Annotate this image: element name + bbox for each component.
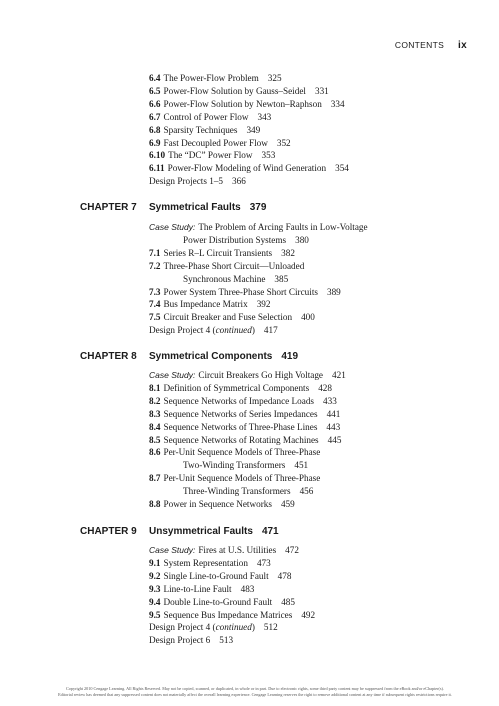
toc-entry[interactable]: 8.5 Sequence Networks of Rotating Machines 445 xyxy=(149,434,342,445)
chapter-page: 379 xyxy=(249,202,267,213)
toc-entry[interactable]: 9.1 System Representation 473 xyxy=(149,557,271,568)
case-study-entry[interactable]: Case Study: Fires at U.S. Utilities 472 xyxy=(149,545,299,555)
toc-entry[interactable]: 9.2 Single Line-to-Ground Fault 478 xyxy=(149,570,292,581)
chapter6-entries xyxy=(149,72,469,188)
chapter-title: Unsymmetrical Faults xyxy=(149,526,253,537)
toc-entry[interactable]: 6.11 Power-Flow Modeling of Wind Generation 354 xyxy=(149,163,349,174)
toc-entry[interactable]: 8.4 Sequence Networks of Three-Phase Lines 443 xyxy=(149,421,341,432)
chapter-label: CHAPTER 7 xyxy=(80,202,137,213)
toc-entry[interactable]: 6.10 The “DC” Power Flow 353 xyxy=(149,150,276,161)
toc-entry-continued[interactable]: Power Distribution Systems 380 xyxy=(183,234,309,245)
toc-entry-continued[interactable]: Two-Winding Transformers 451 xyxy=(183,460,309,471)
toc-entry[interactable]: 6.4 The Power-Flow Problem 325 xyxy=(149,73,282,83)
running-header xyxy=(395,40,467,51)
toc-entry[interactable]: Design Project 4 (continued) 417 xyxy=(149,325,278,336)
chapter-label: CHAPTER 8 xyxy=(80,351,137,362)
toc-entry[interactable]: 8.3 Sequence Networks of Series Impedances 441 xyxy=(149,408,341,419)
toc-entry[interactable]: Design Project 4 (continued) 512 xyxy=(149,622,278,633)
toc-entry[interactable]: 7.5 Circuit Breaker and Fuse Selection 400 xyxy=(149,312,315,323)
toc-entry[interactable]: 6.7 Control of Power Flow 343 xyxy=(149,111,272,122)
footer-line: Copyright 2010 Cengage Learning. All Rights Reserved. May not be copied, scanned, or duplicated, in whole or in part. Due to electronic rights, some third party content may be suppressed from the eBook and/or eChapter(s). xyxy=(66,686,444,691)
chapter8-entries xyxy=(149,369,469,511)
chapter8-heading[interactable] xyxy=(80,351,299,362)
toc-entry[interactable]: 6.6 Power-Flow Solution by Newton–Raphson 334 xyxy=(149,98,345,109)
chapter-page: 419 xyxy=(281,351,299,362)
header-section: CONTENTS xyxy=(394,40,445,50)
toc-entry[interactable]: 8.2 Sequence Networks of Impedance Loads 433 xyxy=(149,395,337,406)
toc-entry[interactable]: 7.4 Bus Impedance Matrix 392 xyxy=(149,299,271,310)
case-study-entry[interactable]: Case Study: Circuit Breakers Go High Voltage 421 xyxy=(149,370,346,380)
toc-entry[interactable]: 9.5 Sequence Bus Impedance Matrices 492 xyxy=(149,609,316,620)
toc-entry[interactable]: 8.7 Per-Unit Sequence Models of Three-Phase xyxy=(149,473,321,484)
toc-entry[interactable]: 7.2 Three-Phase Short Circuit—Unloaded xyxy=(149,260,305,271)
toc-entry[interactable]: Design Projects 1–5 366 xyxy=(149,176,246,187)
chapter7-heading[interactable] xyxy=(80,202,267,213)
footer-line: Editorial review has deemed that any suppressed content does not materially affect the overall learning experience. Cengage Learning reserves the right to remove additional content at any time if subsequent rights restrictions require it. xyxy=(58,691,452,697)
toc-entry-continued[interactable]: Three-Winding Transformers 456 xyxy=(183,486,314,497)
toc-entry[interactable]: 9.4 Double Line-to-Ground Fault 485 xyxy=(149,596,295,607)
toc-entry[interactable]: 8.6 Per-Unit Sequence Models of Three-Phase xyxy=(149,447,321,458)
chapter-title: Symmetrical Components xyxy=(149,351,273,362)
toc-entry[interactable]: 6.8 Sparsity Techniques 349 xyxy=(149,124,261,135)
chapter-title: Symmetrical Faults xyxy=(149,202,241,213)
chapter-label: CHAPTER 9 xyxy=(80,526,137,537)
toc-entry[interactable]: 7.3 Power System Three-Phase Short Circuits 389 xyxy=(149,286,341,297)
toc-entry[interactable]: 8.1 Definition of Symmetrical Components 428 xyxy=(149,382,332,393)
toc-entry[interactable]: Design Project 6 513 xyxy=(149,635,234,646)
header-page-number: ix xyxy=(458,40,467,51)
toc-entry-continued[interactable]: Synchronous Machine 385 xyxy=(183,273,289,284)
toc-entry[interactable]: 8.8 Power in Sequence Networks 459 xyxy=(149,499,295,510)
toc-entry[interactable]: 7.1 Series R–L Circuit Transients 382 xyxy=(149,247,295,258)
chapter-page: 471 xyxy=(261,526,279,537)
case-study-entry[interactable]: Case Study: The Problem of Arcing Faults in Low-Voltage xyxy=(149,222,368,232)
chapter9-entries xyxy=(149,544,469,647)
toc-entry[interactable]: 6.9 Fast Decoupled Power Flow 352 xyxy=(149,137,291,148)
toc-entry[interactable]: 9.3 Line-to-Line Fault 483 xyxy=(149,583,255,594)
toc-entry[interactable]: 6.5 Power-Flow Solution by Gauss–Seidel 331 xyxy=(149,85,329,96)
copyright-footer xyxy=(30,686,480,697)
chapter9-heading[interactable] xyxy=(80,526,279,537)
chapter7-entries xyxy=(149,221,469,337)
